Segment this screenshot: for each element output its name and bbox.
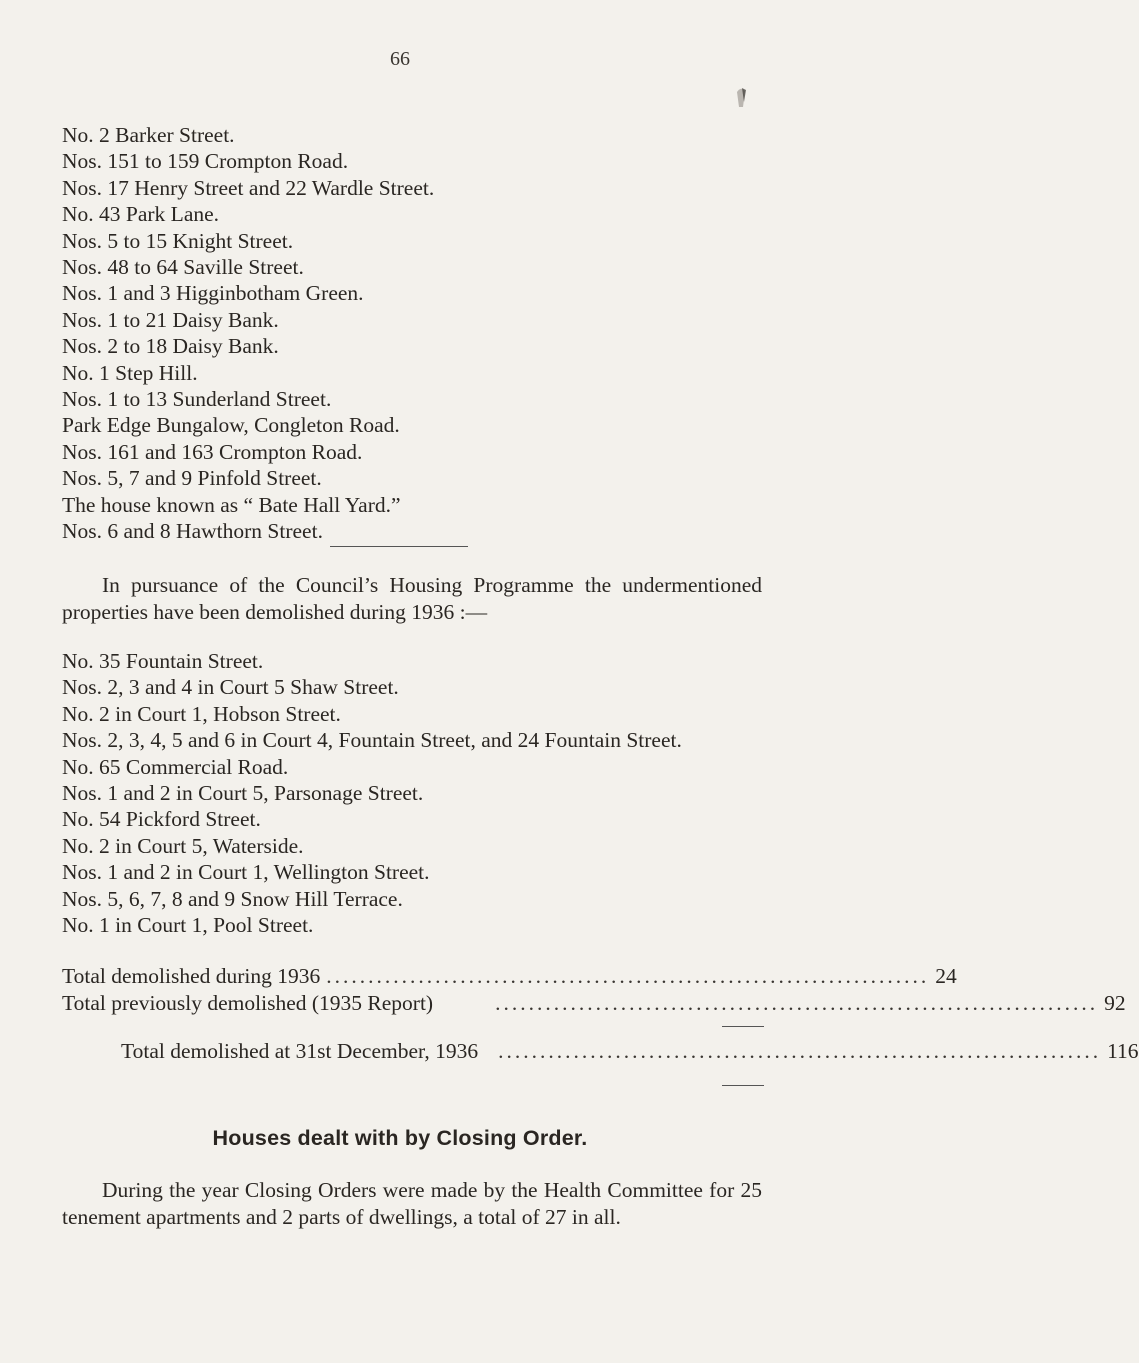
list-item: Nos. 1 and 2 in Court 1, Wellington Street.	[62, 860, 430, 885]
list-item: No. 35 Fountain Street.	[62, 649, 264, 673]
list-item: No. 2 in Court 5, Waterside.	[62, 833, 304, 858]
list-item: Nos. 48 to 64 Saville Street.	[62, 255, 304, 280]
grand-total-block	[121, 1038, 1139, 1065]
list-item: Park Edge Bungalow, Congleton Road.	[62, 413, 400, 438]
list-item: The house known as “ Bate Hall Yard.”	[62, 492, 401, 517]
leader-dots: ........................................................................	[326, 964, 930, 988]
list-item: No. 1 Step Hill.	[62, 360, 198, 385]
list-item: Nos. 1 to 13 Sunderland Street.	[62, 387, 332, 412]
list-item: Nos. 151 to 159 Crompton Road.	[62, 149, 349, 174]
list-item: No. 65 Commercial Road.	[62, 754, 289, 779]
list-item: Nos. 5, 6, 7, 8 and 9 Snow Hill Terrace.	[62, 886, 403, 911]
sum-rule	[722, 1026, 764, 1027]
total-row-1936	[62, 963, 957, 990]
list-item: No. 1 in Court 1, Pool Street.	[62, 913, 314, 938]
total-value: 116	[1107, 1039, 1139, 1063]
total-row-grand	[121, 1038, 1139, 1065]
list-item: Nos. 2, 3 and 4 in Court 5 Shaw Street.	[62, 675, 399, 700]
list-item: No. 2 in Court 1, Hobson Street.	[62, 701, 341, 726]
list-item: No. 54 Pickford Street.	[62, 807, 261, 832]
list-item: Nos. 5, 7 and 9 Pinfold Street.	[62, 466, 322, 491]
list-item: No. 2 Barker Street.	[62, 123, 235, 147]
list-item: Nos. 1 and 2 in Court 5, Parsonage Street.	[62, 781, 424, 806]
list-item: Nos. 17 Henry Street and 22 Wardle Street.	[62, 175, 435, 200]
closing-order-text: During the year Closing Orders were made by the Health Committee for 25 tenement apartments and 2 parts of dwellings, a total of 27 in all.	[62, 1178, 762, 1229]
leader-dots: ........................................................................	[495, 990, 1099, 1015]
demolished-properties-list	[62, 648, 762, 938]
sum-rule	[722, 1085, 764, 1086]
list-item: Nos. 1 to 21 Daisy Bank.	[62, 307, 279, 332]
list-item: Nos. 6 and 8 Hawthorn Street.	[62, 519, 323, 544]
list-item: Nos. 5 to 15 Knight Street.	[62, 228, 294, 253]
total-label: Total demolished during 1936	[62, 964, 321, 988]
page-number: 66	[390, 48, 410, 70]
demolition-intro-text: In pursuance of the Council’s Housing Programme the undermentioned properties have been demolished during 1936 :—	[62, 573, 762, 624]
total-label: Total previously demolished (1935 Report)	[62, 990, 434, 1015]
totals-block	[62, 963, 1126, 1016]
list-item: Nos. 2, 3, 4, 5 and 6 in Court 4, Fountain Street, and 24 Fountain Street.	[62, 728, 682, 753]
ink-mark	[734, 86, 748, 108]
total-label: Total demolished at 31st December, 1936	[121, 1039, 479, 1063]
total-value: 92	[1104, 990, 1126, 1015]
section-divider	[330, 546, 468, 547]
total-row-previous	[62, 990, 1126, 1017]
section-heading: Houses dealt with by Closing Order.	[212, 1126, 588, 1150]
list-item: Nos. 161 and 163 Crompton Road.	[62, 439, 363, 464]
list-item: Nos. 2 to 18 Daisy Bank.	[62, 334, 279, 359]
total-value: 24	[935, 964, 957, 988]
closed-properties-list	[62, 122, 762, 545]
demolition-intro	[62, 572, 762, 625]
list-item: No. 43 Park Lane.	[62, 202, 220, 227]
closing-order-paragraph	[62, 1177, 762, 1230]
list-item: Nos. 1 and 3 Higginbotham Green.	[62, 281, 364, 306]
leader-dots: ........................................................................	[498, 1039, 1102, 1063]
